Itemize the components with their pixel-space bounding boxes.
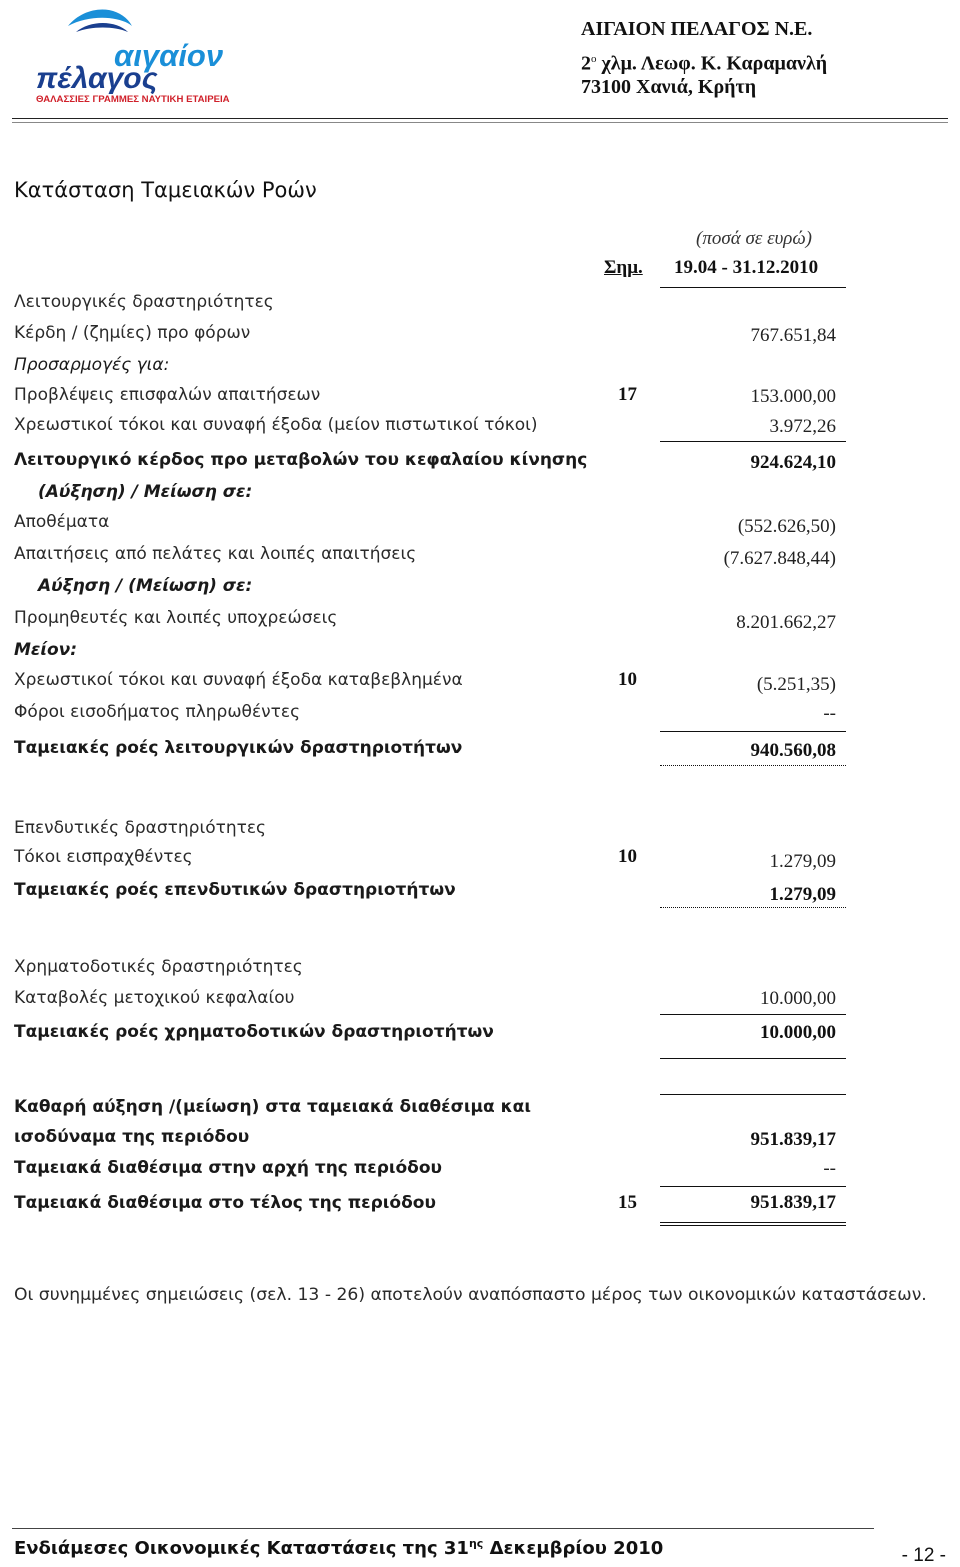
column-header-note: Σημ. [604, 257, 643, 278]
operating-total-label: Ταμειακές ροές λειτουργικών δραστηριοτήτων [14, 738, 463, 758]
row-value-interest-received: 1.279,09 [769, 851, 836, 872]
footnote: Οι συνημμένες σημειώσεις (σελ. 13 - 26) αποτελούν αναπόσπαστο μέρος των οικονομικών καταστάσεων. [14, 1285, 927, 1305]
cash-end-label: Ταμειακά διαθέσιμα στο τέλος της περιόδου [14, 1193, 436, 1213]
row-value-income-tax: -- [823, 703, 836, 724]
operating-total-value: 940.560,08 [750, 740, 836, 761]
row-value-interest-paid: (5.251,35) [756, 674, 836, 695]
row-label-receivables: Απαιτήσεις από πελάτες και λοιπές απαιτήσεις [14, 544, 417, 564]
row-label-doubtful-provisions: Προβλέψεις επισφαλών απαιτήσεων [14, 385, 321, 405]
cash-end-rule-top [660, 1186, 846, 1187]
row-label-capital-contributions: Καταβολές μετοχικού κεφαλαίου [14, 988, 295, 1008]
row-label-increase-decrease: (Αύξηση) / Μείωση σε: [38, 482, 253, 502]
row-value-interest-expense: 3.972,26 [769, 416, 836, 437]
header-divider-thin [12, 122, 948, 123]
cash-end-rule-bottom-1 [660, 1222, 846, 1223]
row-label-less: Μείον: [14, 640, 78, 660]
row-note-doubtful-provisions: 17 [618, 384, 637, 405]
row-value-inventories: (552.626,50) [737, 516, 836, 537]
financing-rule-bottom [660, 1058, 846, 1059]
company-name: ΑΙΓΑΙΟΝ ΠΕΛΑΓΟΣ Ν.Ε. [581, 18, 813, 40]
investing-total-label: Ταμειακές ροές επενδυτικών δραστηριοτήτων [14, 880, 456, 900]
logo-tagline: ΘΑΛΑΣΣΙΕΣ ΓΡΑΜΜΕΣ ΝΑΥΤΙΚΗ ΕΤΑΙΡΕΙΑ [36, 94, 230, 104]
operating-total-rule-top [660, 731, 846, 732]
investing-heading: Επενδυτικές δραστηριότητες [14, 818, 267, 838]
row-label-interest-received: Τόκοι εισπραχθέντες [14, 847, 193, 867]
row-label-operating-profit: Λειτουργικό κέρδος προ μεταβολών του κεφαλαίου κίνησης [14, 450, 588, 470]
row-label-profit-before-tax: Κέρδη / (ζημίες) προ φόρων [14, 323, 251, 343]
statement-title: Κατάσταση Ταμειακών Ροών [14, 178, 317, 202]
row-value-profit-before-tax: 767.651,84 [750, 325, 836, 346]
row-label-interest-paid: Χρεωστικοί τόκοι και συναφή έξοδα καταβεβλημένα [14, 670, 463, 690]
cash-end-rule-bottom-2 [660, 1225, 846, 1226]
logo-text-2: πέλαγος [36, 62, 158, 95]
row-value-suppliers: 8.201.662,27 [736, 612, 836, 633]
net-change-label-2: ισοδύναμα της περιόδου [14, 1127, 250, 1147]
row-note-interest-paid: 10 [618, 669, 637, 690]
row-label-income-tax: Φόροι εισοδήματος πληρωθέντες [14, 702, 301, 722]
row-value-capital-contributions: 10.000,00 [760, 988, 836, 1009]
header-divider [12, 118, 948, 119]
summary-rule-top [660, 1094, 846, 1095]
footer-divider [12, 1528, 874, 1529]
row-note-interest-received: 10 [618, 846, 637, 867]
operating-heading: Λειτουργικές δραστηριότητες [14, 292, 274, 312]
financing-total-value: 10.000,00 [760, 1022, 836, 1043]
column-header-period: 19.04 - 31.12.2010 [674, 257, 819, 278]
row-label-interest-expense: Χρεωστικοί τόκοι και συναφή έξοδα (μείον πιστωτικοί τόκοι) [14, 415, 538, 435]
investing-total-rule [660, 907, 846, 908]
investing-total-value: 1.279,09 [769, 884, 836, 905]
row-label-inventories: Αποθέματα [14, 512, 110, 532]
cash-beginning-value: -- [823, 1158, 836, 1179]
company-address-street: $2^o$ χλμ. Λεωφ. Κ. Καραμανλή [581, 52, 828, 75]
financing-total-label: Ταμειακές ροές χρηματοδοτικών δραστηριοτήτων [14, 1022, 494, 1042]
logo-text-1: αιγαίον [114, 38, 224, 73]
page-number: - 12 - [901, 1545, 946, 1566]
row-value-doubtful-provisions: 153.000,00 [750, 386, 836, 407]
row-value-operating-profit: 924.624,10 [750, 452, 836, 473]
row-value-receivables: (7.627.848,44) [723, 548, 836, 569]
subtotal-rule [660, 441, 846, 442]
row-label-suppliers: Προμηθευτές και λοιπές υποχρεώσεις [14, 608, 338, 628]
row-label-increase-decrease-2: Αύξηση / (Μείωση) σε: [38, 576, 253, 596]
financing-rule-top [660, 1014, 846, 1015]
company-address-city: 73100 Χανιά, Κρήτη [581, 76, 757, 98]
operating-total-rule-bottom [660, 765, 846, 766]
financing-heading: Χρηματοδοτικές δραστηριότητες [14, 957, 303, 977]
cash-end-value: 951.839,17 [750, 1192, 836, 1213]
footer-text: Ενδιάμεσες Οικονομικές Καταστάσεις της $31^{\eta\varsigma}$ Δεκεμβρίου 2010 [14, 1537, 664, 1559]
cash-beginning-label: Ταμειακά διαθέσιμα στην αρχή της περιόδου [14, 1158, 443, 1178]
net-change-label-1: Καθαρή αύξηση /(μείωση) στα ταμειακά διαθέσιμα και [14, 1097, 531, 1117]
net-change-value: 951.839,17 [750, 1129, 836, 1150]
cash-end-note: 15 [618, 1192, 637, 1213]
amounts-note: (ποσά σε ευρώ) [696, 228, 812, 249]
row-label-adjustments: Προσαρμογές για: [14, 355, 170, 375]
column-header-rule [660, 287, 846, 288]
